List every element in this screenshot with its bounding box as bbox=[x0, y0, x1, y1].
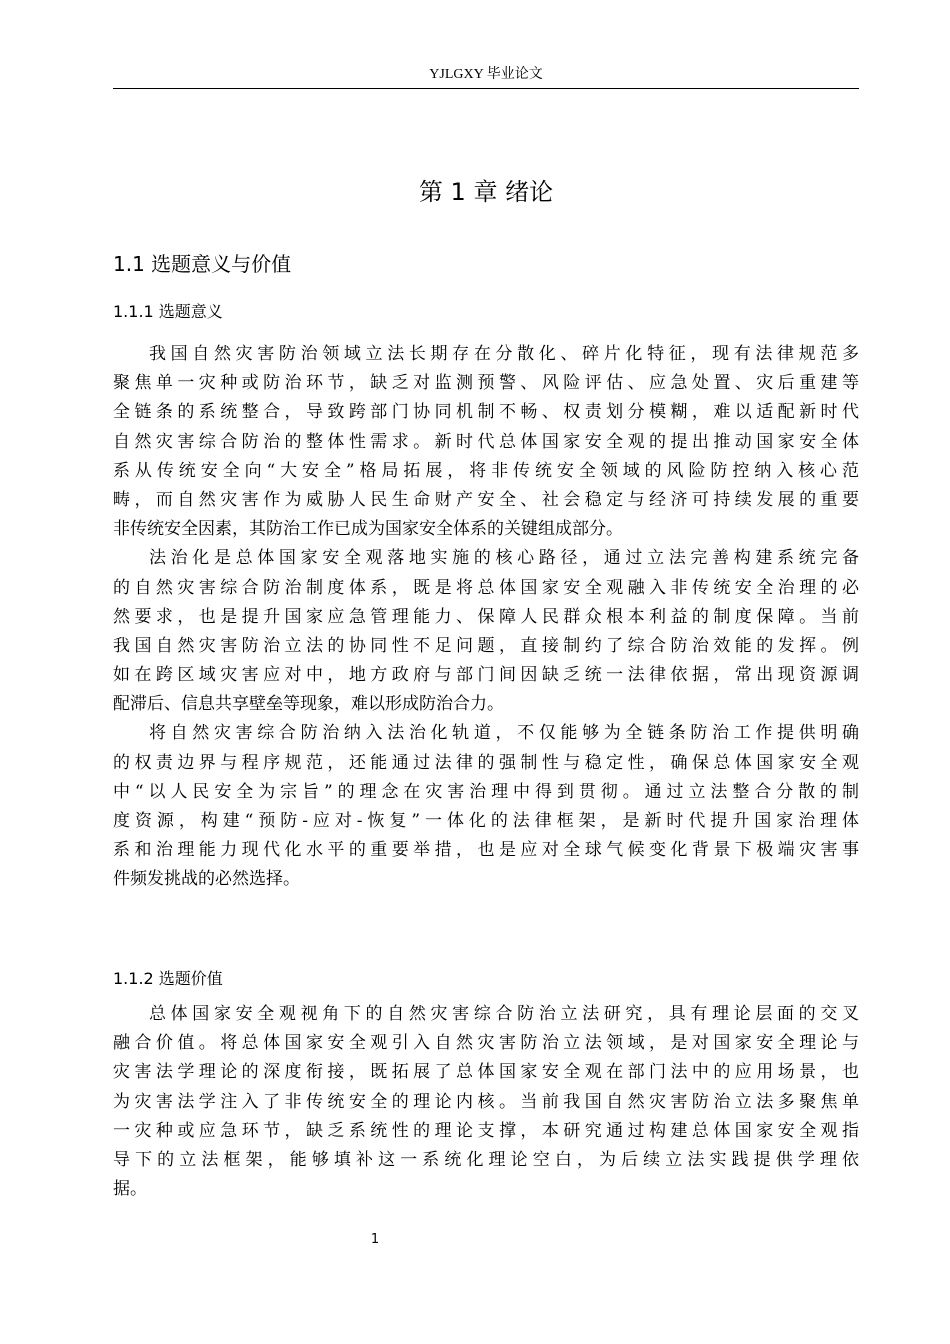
paragraph-line: 一灾种或应急环节，缺乏系统性的理论支撑，本研究通过构建总体国家安全观指 bbox=[113, 1120, 859, 1141]
section-heading: 1.1 选题意义与价值 bbox=[113, 252, 292, 276]
subsection-heading-1-1-2: 1.1.2 选题价值 bbox=[113, 969, 223, 988]
paragraph-line: 灾害法学理论的深度衔接，既拓展了总体国家安全观在部门法中的应用场景，也 bbox=[113, 1062, 859, 1083]
paragraph-line: 总体国家安全观视角下的自然灾害综合防治立法研究，具有理论层面的交叉 bbox=[149, 1004, 859, 1024]
paragraph-line: 为灾害法学注入了非传统安全的理论内核。当前我国自然灾害防治立法多聚焦单 bbox=[113, 1091, 859, 1112]
subsection-1-body bbox=[113, 340, 859, 895]
subsection-heading-1-1-1: 1.1.1 选题意义 bbox=[113, 302, 223, 321]
paragraph-line: 如在跨区域灾害应对中，地方政府与部门间因缺乏统一法律依据，常出现资源调 bbox=[113, 665, 859, 686]
page-number: 1 bbox=[370, 1232, 380, 1247]
paragraph-line: 自然灾害综合防治的整体性需求。新时代总体国家安全观的提出推动国家安全体 bbox=[113, 431, 859, 452]
paragraph-line: 据。 bbox=[113, 1179, 147, 1200]
paragraph-line: 融合价值。将总体国家安全观引入自然灾害防治立法领域，是对国家安全理论与 bbox=[113, 1033, 859, 1054]
paragraph-line: 中“以人民安全为宗旨”的理念在灾害治理中得到贯彻。通过立法整合分散的制 bbox=[113, 781, 859, 802]
paragraph-line: 度资源，构建“预防-应对-恢复”一体化的法律框架，是新时代提升国家治理体 bbox=[113, 811, 859, 831]
paragraph-line: 将自然灾害综合防治纳入法治化轨道，不仅能够为全链条防治工作提供明确 bbox=[149, 723, 859, 744]
paragraph-line: 畴，而自然灾害作为威胁人民生命财产安全、社会稳定与经济可持续发展的重要 bbox=[113, 489, 859, 510]
header-rule bbox=[113, 88, 859, 89]
paragraph-line: 件频发挑战的必然选择。 bbox=[113, 869, 300, 890]
paragraph-line: 系和治理能力现代化水平的重要举措，也是应对全球气候变化背景下极端灾害事 bbox=[113, 840, 859, 861]
chapter-title: 第 1 章 绪论 bbox=[418, 178, 554, 206]
paragraph-line: 聚焦单一灾种或防治环节，缺乏对监测预警、风险评估、应急处置、灾后重建等 bbox=[113, 373, 859, 394]
paragraph-line: 导下的立法框架，能够填补这一系统化理论空白，为后续立法实践提供学理依 bbox=[113, 1149, 859, 1170]
paragraph-line: 我国自然灾害防治立法的协同性不足问题，直接制约了综合防治效能的发挥。例 bbox=[113, 635, 859, 656]
paragraph-line: 的权责边界与程序规范，还能通过法律的强制性与稳定性，确保总体国家安全观 bbox=[113, 752, 859, 773]
paragraph-line: 全链条的系统整合，导致跨部门协同机制不畅、权责划分模糊，难以适配新时代 bbox=[113, 402, 859, 423]
paragraph-line: 配滞后、信息共享壁垒等现象，难以形成防治合力。 bbox=[113, 694, 504, 715]
paragraph-line: 的自然灾害综合防治制度体系，既是将总体国家安全观融入非传统安全治理的必 bbox=[113, 577, 859, 598]
subsection-2-body bbox=[113, 1000, 859, 1204]
paragraph-line: 然要求，也是提升国家应急管理能力、保障人民群众根本利益的制度保障。当前 bbox=[113, 606, 859, 627]
paragraph-line: 非传统安全因素，其防治工作已成为国家安全体系的关键组成部分。 bbox=[113, 519, 623, 540]
running-header: YJLGXY 毕业论文 bbox=[429, 67, 543, 82]
paragraph-line: 系从传统安全向“大安全”格局拓展，将非传统安全领域的风险防控纳入核心范 bbox=[113, 460, 859, 481]
paragraph-line: 法治化是总体国家安全观落地实施的核心路径，通过立法完善构建系统完备 bbox=[149, 548, 859, 569]
paragraph-line: 我国自然灾害防治领域立法长期存在分散化、碎片化特征，现有法律规范多 bbox=[149, 344, 859, 364]
